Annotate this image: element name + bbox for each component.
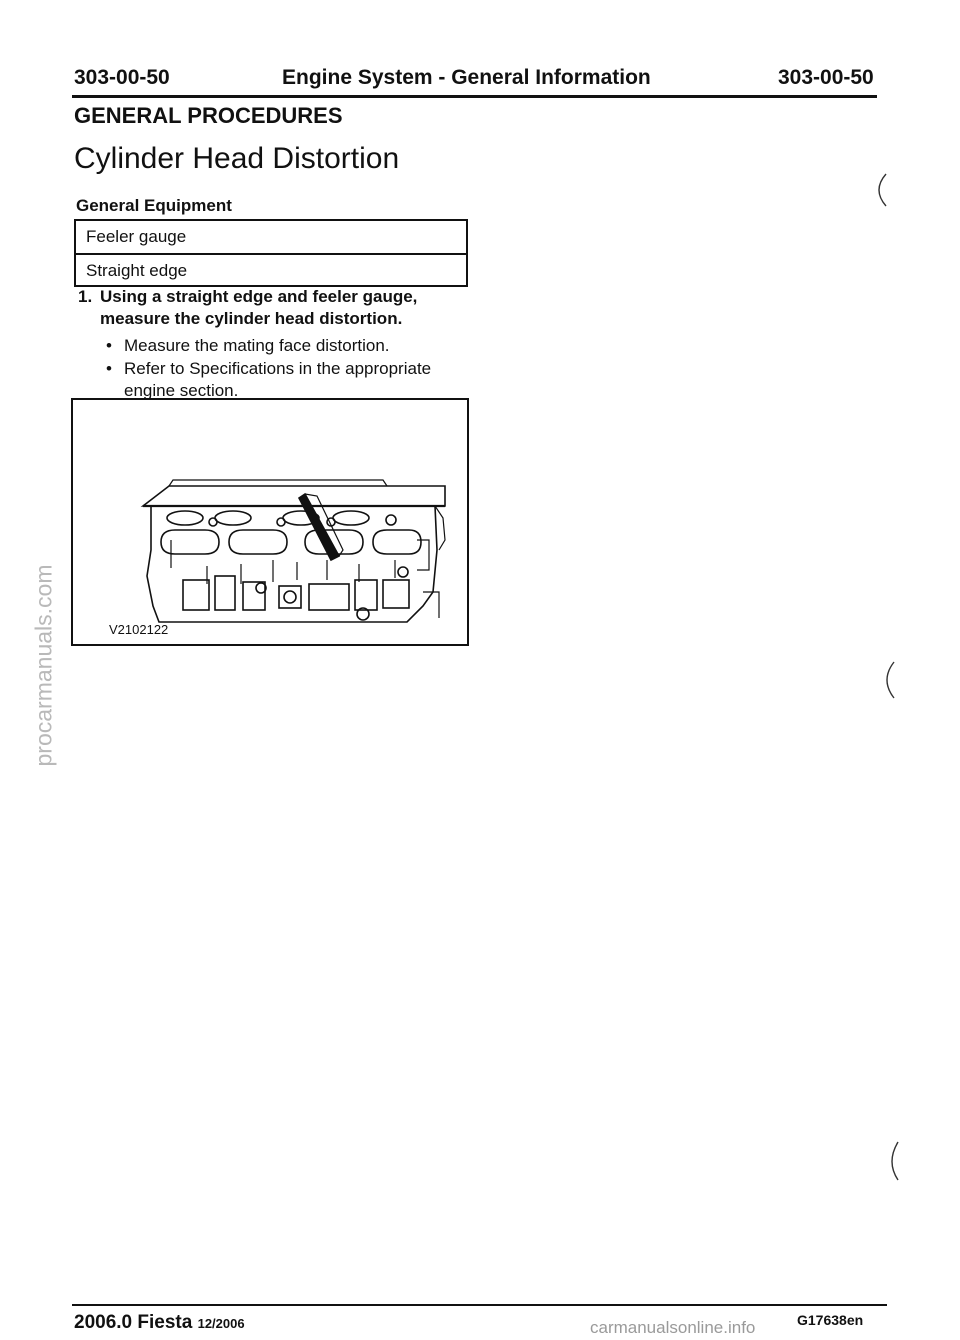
equipment-row: Feeler gauge — [86, 227, 187, 246]
equipment-heading: General Equipment — [76, 196, 232, 215]
footer-doc-code: G17638en — [797, 1312, 864, 1328]
port-oval — [229, 530, 287, 554]
bullet-item — [106, 335, 466, 357]
bullet-text: Refer to Specifications in the appropriate — [124, 359, 432, 378]
header-title: Engine System - General Information — [282, 66, 651, 89]
header-code-left: 303-00-50 — [74, 66, 170, 89]
procedure-title: Cylinder Head Distortion — [74, 142, 400, 175]
footer-model-name: 2006.0 Fiesta — [74, 1312, 193, 1333]
margin-bracket-icon — [868, 170, 898, 210]
straight-edge-top — [169, 480, 387, 486]
feeler-gauge-blade — [299, 494, 339, 560]
step-number: 1. — [78, 287, 93, 306]
step-1 — [78, 286, 498, 330]
straight-edge-bar — [143, 486, 445, 506]
port-oval — [373, 530, 421, 554]
margin-bracket-icon — [876, 658, 906, 702]
equipment-table — [74, 219, 468, 287]
footer-model — [74, 1312, 245, 1334]
step-text-line1: Using a straight edge and feeler gauge, — [100, 287, 418, 306]
bullet-text: Measure the mating face distortion. — [124, 336, 390, 355]
cylinder-head-illustration — [73, 400, 467, 644]
equipment-row: Straight edge — [76, 253, 466, 285]
bullet-dot: • — [106, 336, 112, 355]
step-text-line2: measure the cylinder head distortion. — [100, 309, 403, 328]
margin-bracket-icon — [882, 1138, 912, 1184]
bullet-text-continued: engine section. — [124, 381, 239, 400]
footer-date: 12/2006 — [197, 1316, 245, 1331]
figure-cylinder-head — [71, 398, 469, 646]
bottom-watermark: carmanualsonline.info — [590, 1318, 756, 1337]
bullet-item — [106, 358, 466, 402]
figure-code: V2102122 — [109, 622, 169, 637]
port-oval — [161, 530, 219, 554]
header-rule — [72, 95, 877, 98]
footer-rule — [72, 1304, 887, 1306]
header-code-right: 303-00-50 — [778, 66, 874, 89]
bullet-dot: • — [106, 359, 112, 378]
side-watermark: procarmanuals.com — [30, 564, 57, 767]
section-title: GENERAL PROCEDURES — [74, 103, 343, 128]
